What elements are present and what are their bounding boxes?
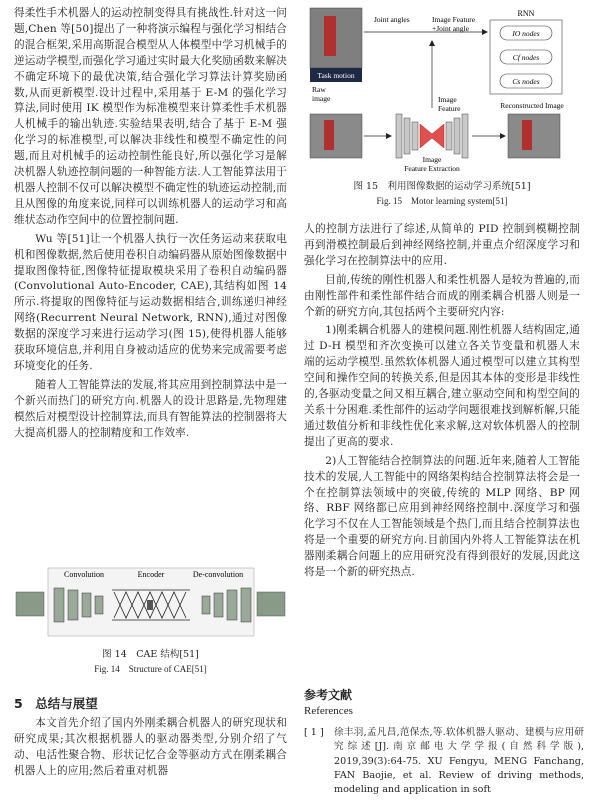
figure-15-caption-cn: 图 15 利用图像数据的运动学习系统[51] — [353, 181, 531, 192]
left-paragraph-2: Wu 等[51]让一个机器人执行一次任务运动来获取电机和图像数据,然后使用卷积自动编码器从原始图像数据中提取图像特征,图像特征提取模块采用了卷积自动编码器(Convolutional Auto-Encoder, CAE),其结构如图 14 所示.将提取的图像特征与运动数据相结合,训练递归神经网络(Recurrent Neural Network, RNN),通过对图像数据的深度学习来进行运动学习(图 15),使得机器人能够获取环境信息,并利用自身被动适应的优势来完成需要考虑环境变化的任务. — [14, 232, 287, 372]
reconstructed-image-label: Reconstructed Image — [500, 101, 564, 110]
convolution-label: Convolution — [63, 570, 105, 579]
references-title-cn: 参考文献 — [304, 688, 353, 702]
image-feature-extraction-label: Image Feature Extraction — [404, 155, 460, 172]
right-column — [304, 222, 580, 581]
right-paragraph-2: 目前,传统的刚性机器人和柔性机器人是较为普遍的,而由刚性部件和柔性部件结合而成的刚柔耦合机器人则是一个新的研究方向,其包括两个主要研究内容: — [304, 273, 580, 318]
reconstructed-robot-image — [508, 114, 560, 158]
left-paragraph-3: 随着人工智能算法的发展,将其应用到控制算法中是一个新兴而热门的研究方向.机器人的设计思路是,先物理建模然后对模型设计控制算法,而具有智能算法的控制器将大大提高机器人的控制精度和工作效率. — [14, 378, 287, 439]
references-title-en: References — [304, 705, 353, 717]
input-image — [16, 592, 44, 616]
output-image — [257, 592, 285, 616]
figure-15-caption-en: Fig. 15 Motor learning system[51] — [376, 196, 508, 206]
right-paragraph-3: 1)刚柔耦合机器人的建模问题.刚性机器人结构固定,通过 D-H 模型和齐次变换可以建立各关节变量和机器人末端的运动学模型.虽然软体机器人通过模型可以建立其构型空间和操作空间的转换关系,但是因其本体的变形是非线性的,各驱动变量之间又相互耦合,建立驱动空间和构型空间的关系十分困难.柔性部件的运动学问题很难找到解析解,只能通过数值分析和非线性优化来求解,这对软体机器人的控制提出了更高的要求. — [304, 324, 580, 448]
right-paragraph-4: 2)人工智能结合控制算法的问题.近年来,随着人工智能技术的发展,人工智能中的网络架构结合控制算法将会是一个在控制算法领域中的突破,传统的 MLP 网络、BP 网络、RBF 网络都已应用到神经网络控制中.深度学习和强化学习不仅在人工智能领域是个热门,而且结合控制算法也将是一个重要的研究方向.目前国内外将人工智能算法在机器刚柔耦合问题上的应用研究没有得到很好的发展,因此这将是一个新的研究热点. — [304, 454, 580, 579]
left-paragraph-1: 得柔性手术机器人的运动控制变得具有挑战性.针对这一问题,Chen 等[50]提出了一种将演示编程与强化学习相结合的混合框架,采用高斯混合模型从人体模型中学习机械手的逆运动学模型,而强化学习通过实时最大化奖励函数来解决不确定环境下的最优决策,结合强化学习算法计算奖励函数,从而更新模型.设计过程中,采用基于 E-M 的强化学习算法,同时使用 IK 模型作为标准模型来计算柔性手术机器人机械手的输出轨迹.实验结果表明,结合了基于 E-M 强化学习的标准模型,可以解决非线性和模型不确定性的问题,而且对机械手的运动控制性能良好,所以强化学习是解决机器人轨迹控制问题的一种智能方法.人工智能算法用于机器人控制不仅可以解决模型不确定性的轨迹运动控制,而且从图像的角度来说,同样可以训练机器人的运动学习和高维状态动作空间中的位置控制问题. — [14, 7, 287, 226]
task-motion-label: Task motion — [317, 71, 355, 80]
joint-angles-label: Joint angles — [374, 15, 410, 24]
figure-14 — [14, 566, 287, 676]
io-nodes-label: IO nodes — [512, 29, 540, 38]
figure-14-caption-cn: 图 14 CAE 结构[51] — [102, 649, 199, 660]
figure-15 — [304, 6, 580, 204]
raw-image-label: Raw image — [312, 85, 331, 103]
reference-number: [ 1 ] — [304, 727, 324, 738]
section-5-paragraph: 本文首先介绍了国内外刚柔耦合机器人的研究现状和研究成果;其次根据机器人的驱动器类型,分别介绍了气动、电活性聚合物、形状记忆合金等驱动方式在刚柔耦合机器人上的应用;然后着重对机器 — [14, 717, 287, 777]
cae-structure-diagram — [14, 566, 287, 638]
deconvolution-label: De-convolution — [192, 570, 244, 579]
motor-learning-diagram — [304, 6, 580, 172]
figure-14-caption-en: Fig. 14 Structure of CAE[51] — [94, 664, 207, 674]
cf-nodes-label: Cf nodes — [512, 53, 540, 62]
right-paragraph-1: 人的控制方法进行了综述,从简单的 PID 控制到模糊控制再到滑模控制最后到神经网络控制,并重点介绍深度学习和强化学习在控制算法中的应用. — [304, 223, 580, 267]
section-5-title: 5 总结与展望 — [14, 696, 98, 711]
cs-nodes-label: Cs nodes — [512, 77, 540, 86]
rnn-label: RNN — [517, 9, 535, 18]
image-feature-label: Image Feature — [438, 95, 461, 113]
raw-robot-image — [310, 114, 362, 158]
reference-text: 徐丰羽,孟凡昌,范保杰,等.软体机器人驱动、建模与应用研究综述[J].南京邮电大学学报(自然科学版), 2019,39(3):64-75. XU Fengyu, MENG Fanchang, FAN Baojie, et al. Review of driving methods, modeling and application in soft — [334, 727, 584, 796]
image-feature-joint-label: Image Feature +Joint angle — [432, 15, 476, 33]
encoder-label: Encoder — [137, 570, 165, 579]
left-column — [14, 6, 287, 441]
